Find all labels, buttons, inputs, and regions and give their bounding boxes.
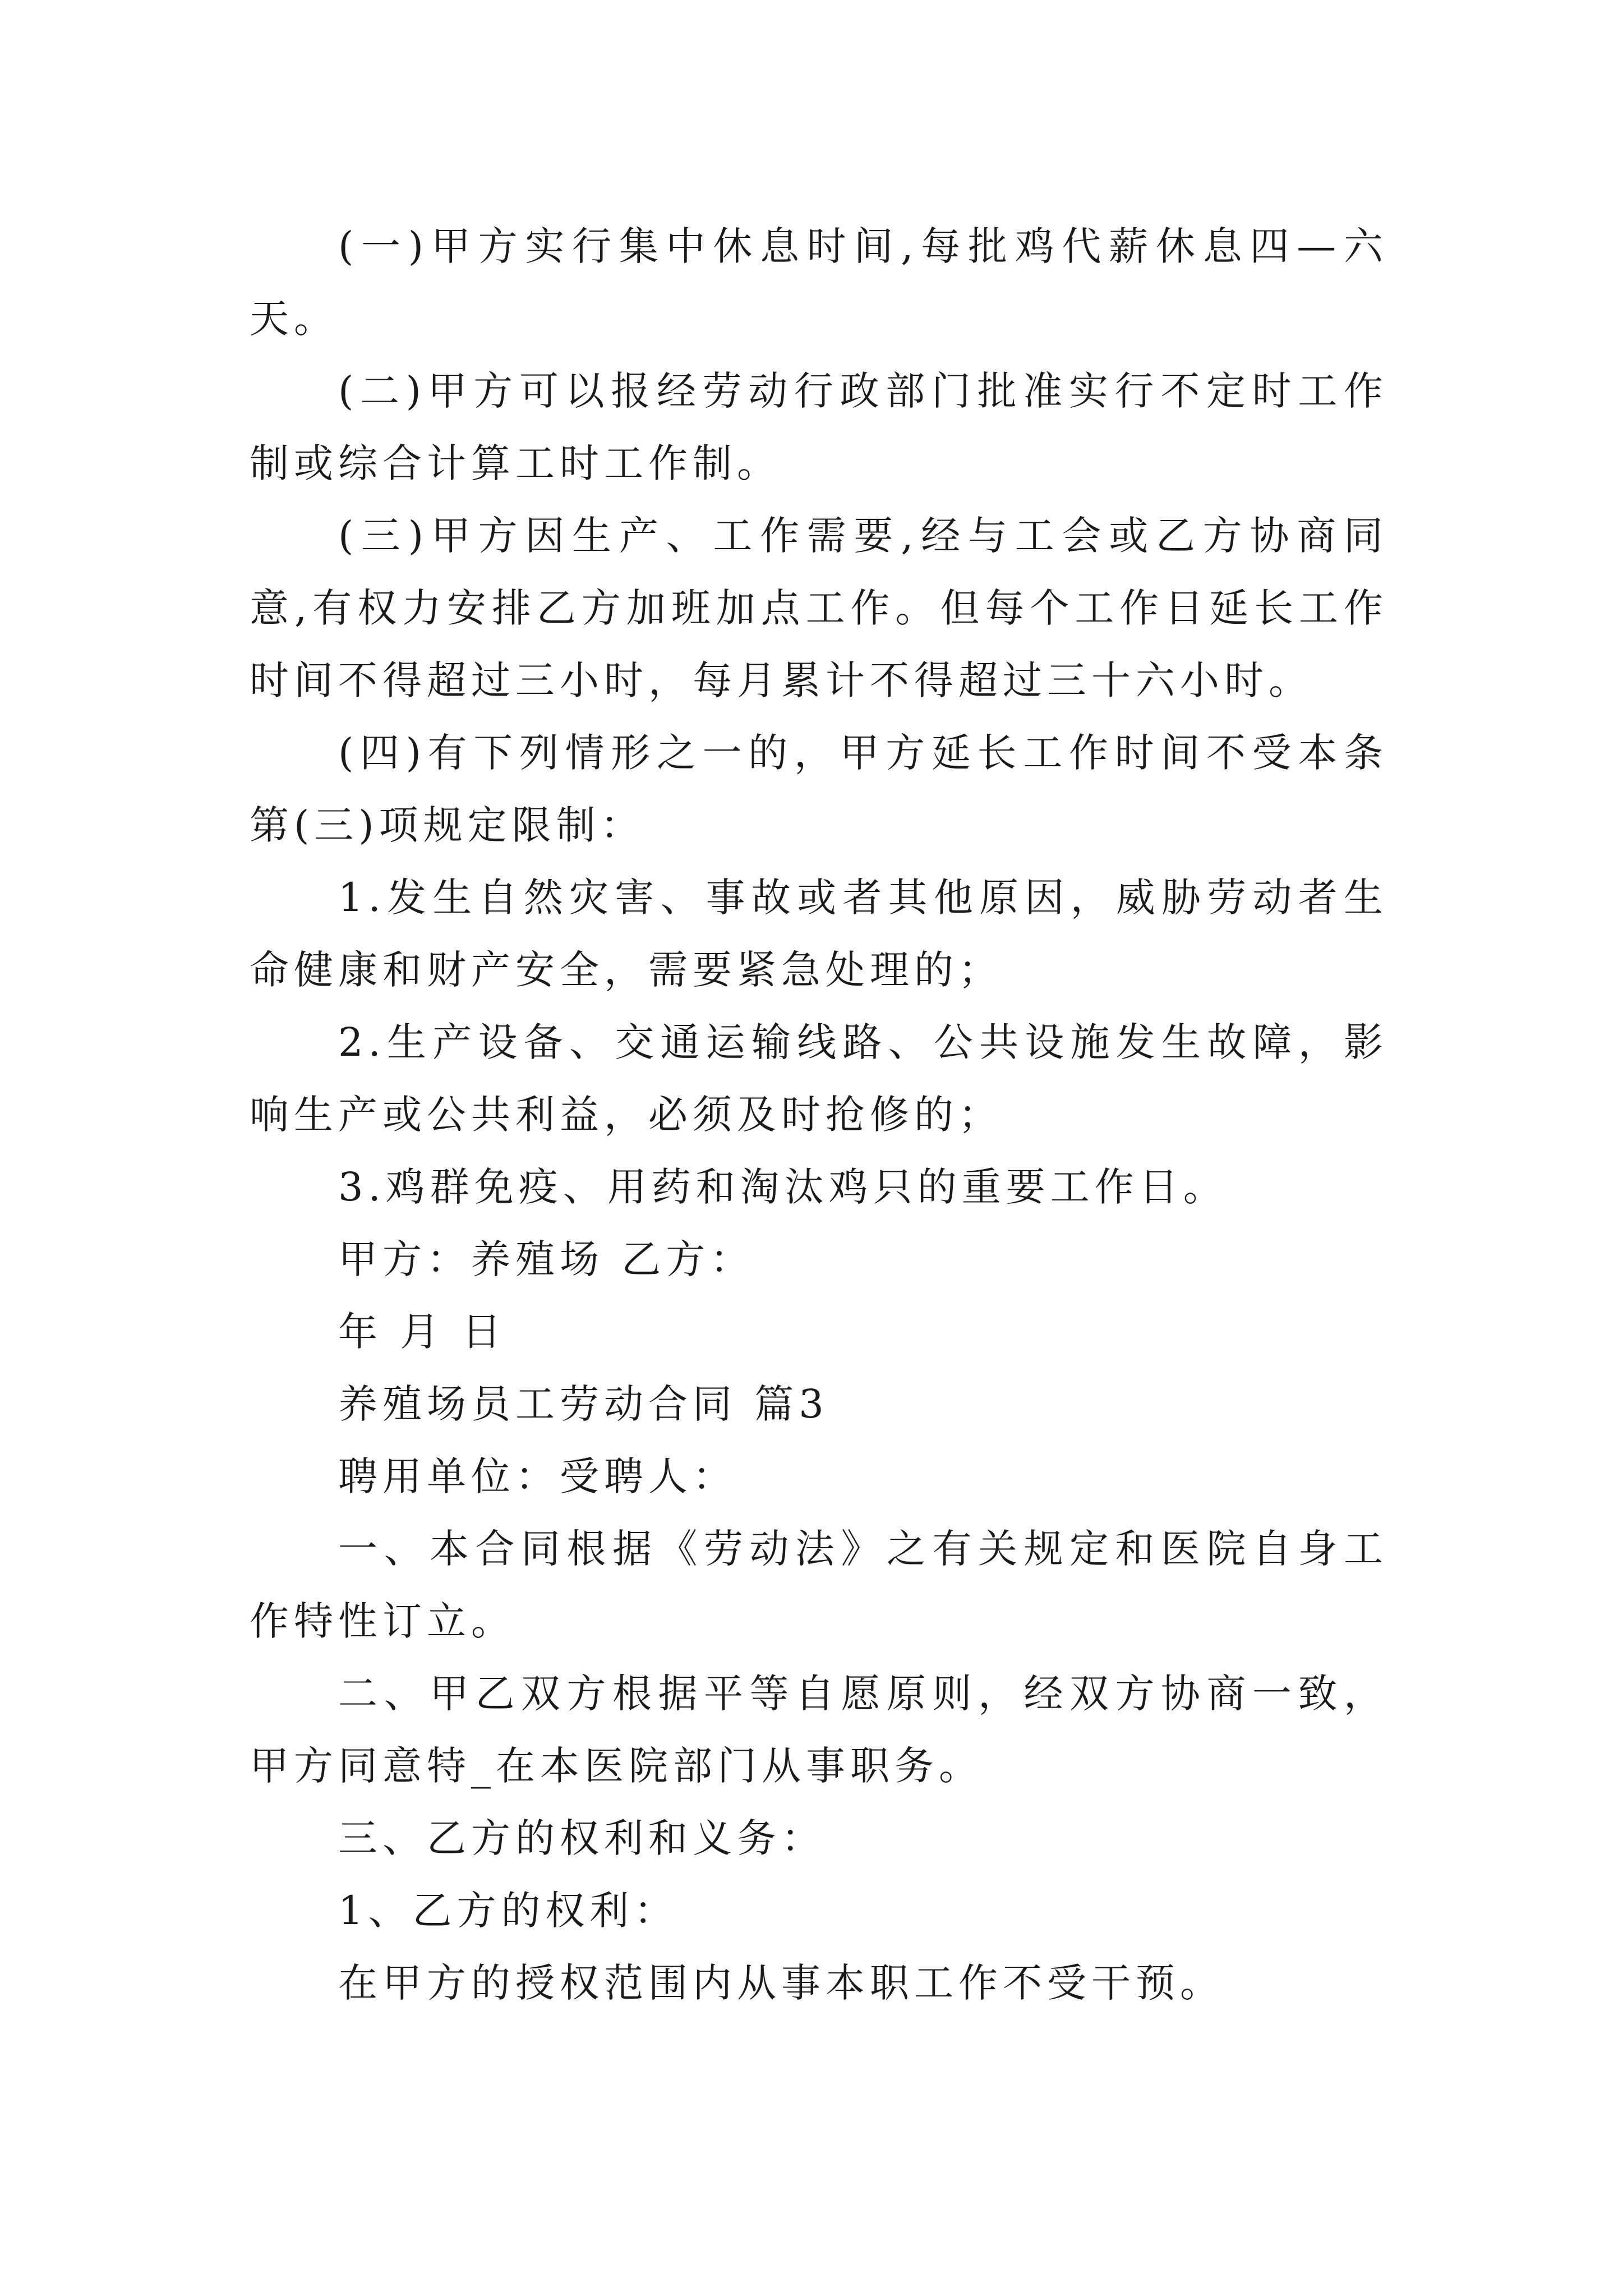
- list-item-equipment-failure: 2.生产设备、交通运输线路、公共设施发生故障，影响生产或公共利益，必须及时抢修的；: [250, 1019, 1388, 1138]
- rights-detail: 在甲方的授权范围内从事本职工作不受干预。: [338, 1960, 1224, 2006]
- signature-parties: 甲方：养殖场 乙方：: [338, 1236, 755, 1282]
- paragraph-flexible-hours: (二)甲方可以报经劳动行政部门批准实行不定时工作制或综合计算工时工作制。: [250, 368, 1388, 486]
- list-item-flock-workday: 3.鸡群免疫、用药和淘汰鸡只的重要工作日。: [338, 1164, 1228, 1210]
- clause-three: 三、乙方的权利和义务：: [338, 1815, 826, 1861]
- contract-parties: 聘用单位：受聘人：: [338, 1453, 737, 1499]
- document-body: [250, 210, 1388, 2019]
- clause-one: 一、本合同根据《劳动法》之有关规定和医院自身工作特性订立。: [250, 1526, 1388, 1644]
- paragraph-rest-schedule: (一)甲方实行集中休息时间,每批鸡代薪休息四—六天。: [250, 223, 1388, 342]
- clause-two: 二、甲乙双方根据平等自愿原则，经双方协商一致，甲方同意特_在本医院部门从事职务。: [250, 1671, 1388, 1789]
- paragraph-overtime-exceptions: (四)有下列情形之一的，甲方延长工作时间不受本条第(三)项规定限制：: [250, 730, 1388, 848]
- section-heading: 养殖场员工劳动合同 篇3: [338, 1381, 829, 1427]
- list-item-disaster: 1.发生自然灾害、事故或者其他原因，威胁劳动者生命健康和财产安全，需要紧急处理的；: [250, 875, 1388, 993]
- subclause-rights: 1、乙方的权利：: [338, 1888, 679, 1934]
- signature-date: 年 月 日: [338, 1309, 506, 1355]
- paragraph-overtime: (三)甲方因生产、工作需要,经与工会或乙方协商同意,有权力安排乙方加班加点工作。但每个工作日延长工作时间不得超过三小时，每月累计不得超过三十六小时。: [250, 513, 1388, 703]
